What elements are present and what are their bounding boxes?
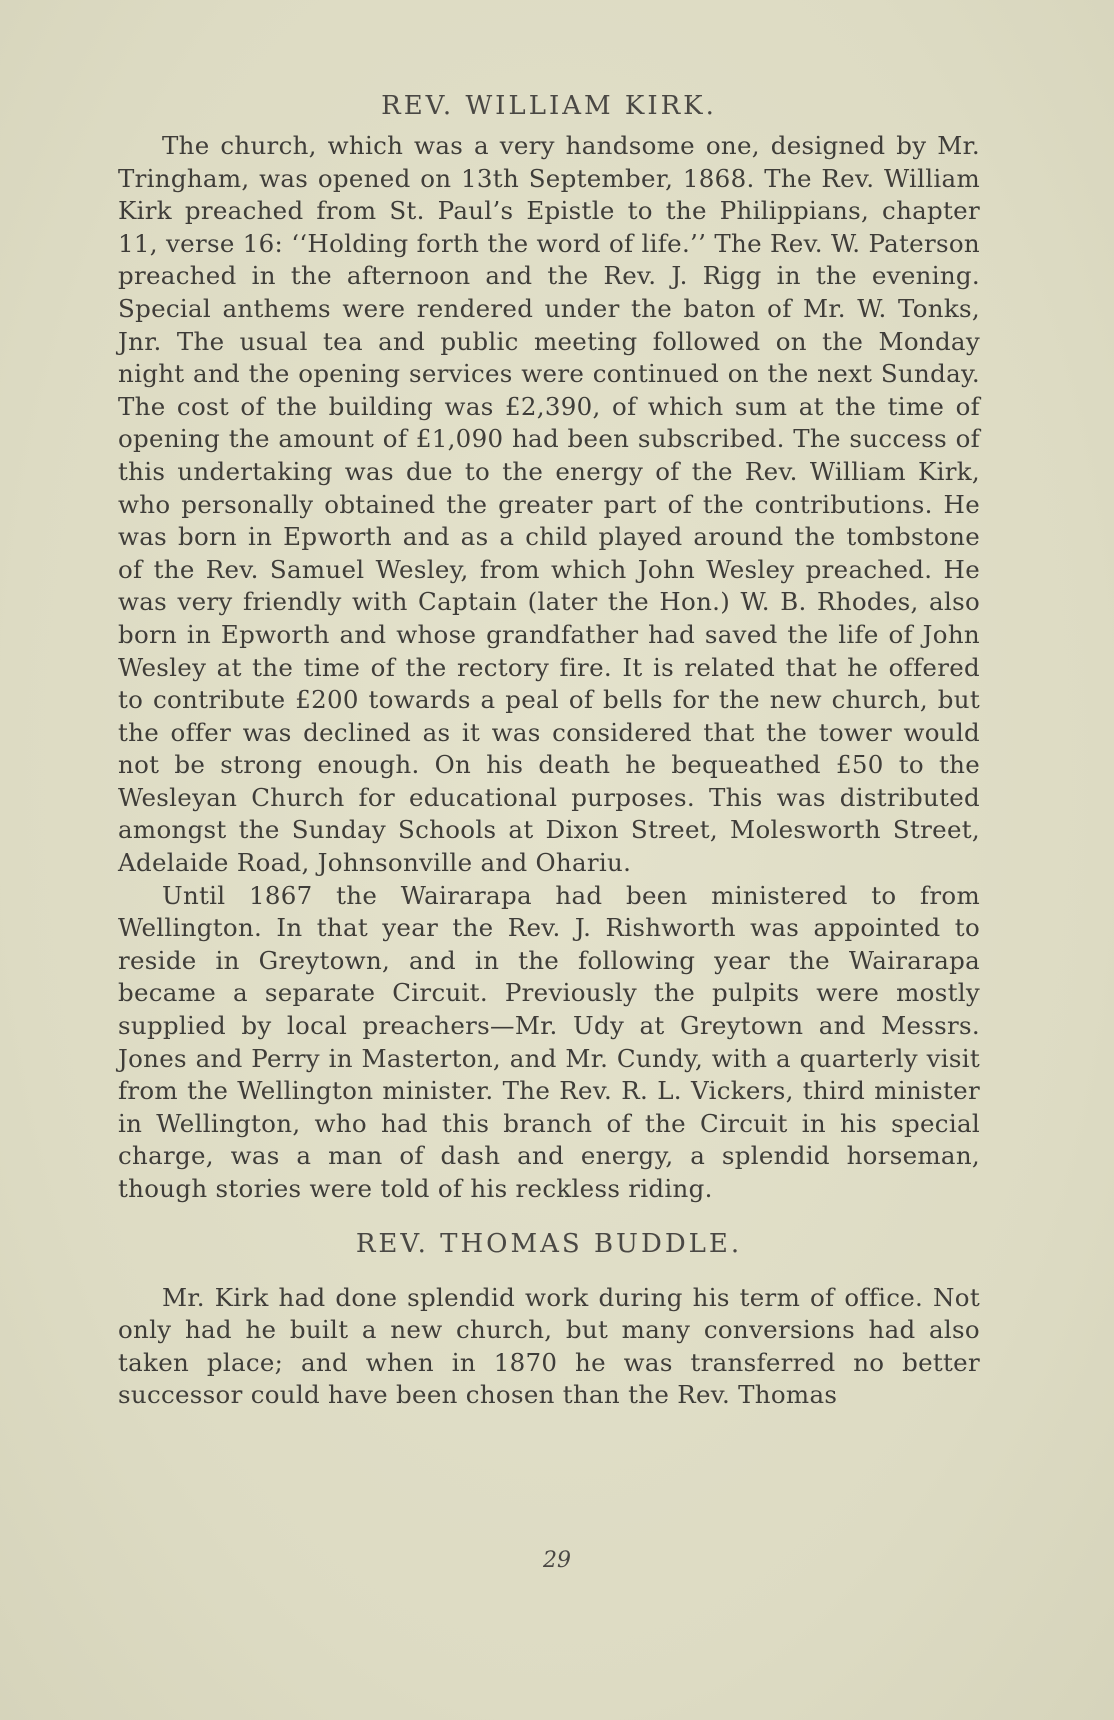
section-heading-thomas-buddle: REV. THOMAS BUDDLE. (355, 1228, 743, 1259)
paragraph-wairarapa: Until 1867 the Wairarapa had been ministered to from Wellington. In that year the Rev. J. Rishworth was appointed to reside in Greytown, and in the following year the Wairarapa became a separate Circuit. Previously the pulpits were mostly supplied by local preachers—Mr. Udy at Greytown and Messrs. Jones and Perry in Masterton, and Mr. Cundy, with a quarterly visit from the Wellington minister. The Rev. R. L. Vickers, third minister in Wellington, who had this branch of the Circuit in his special charge, was a man of dash and energy, a splendid horseman, though stories were told of his reckless riding. (118, 880, 980, 1203)
page-number: 29 (543, 1548, 571, 1573)
paragraph-kirk-term: Mr. Kirk had done splendid work during his term of office. Not only had he built a new church, but many conversions had also taken place; and when in 1870 he was transferred no better successor could have been chosen than the Rev. Thomas (118, 1282, 980, 1410)
page-body (118, 86, 980, 1412)
paragraph-church-opening: The church, which was a very handsome one, designed by Mr. Tringham, was opened on 13th September, 1868. The Rev. William Kirk preached from St. Paul’s Epistle to the Philippians, chapter 11, verse 16: ‘‘Holding forth the word of life.’’ The Rev. W. Paterson preached in the afternoon and the Rev. J. Rigg in the evening. Special anthems were rendered under the baton of Mr. W. Tonks, Jnr. The usual tea and public meeting followed on the Monday night and the opening services were continued on the next Sunday. The cost of the building was £2,390, of which sum at the time of opening the amount of £1,090 had been subscribed. The success of this undertaking was due to the energy of the Rev. William Kirk, who personally obtained the greater part of the contributions. He was born in Epworth and as a child played around the tombstone of the Rev. Samuel Wesley, from which John Wesley preached. He was very friendly with Captain (later the Hon.) W. B. Rhodes, also born in Epworth and whose grandfather had saved the life of John Wesley at the time of the rectory fire. It is related that he offered to contribute £200 towards a peal of bells for the new church, but the offer was declined as it was considered that the tower would not be strong enough. On his death he bequeathed £50 to the Wesleyan Church for educational purposes. This was distributed amongst the Sunday Schools at Dixon Street, Molesworth Street, Adelaide Road, Johnsonville and Ohariu. (118, 131, 980, 878)
section-heading-william-kirk: REV. WILLIAM KIRK. (381, 91, 717, 121)
